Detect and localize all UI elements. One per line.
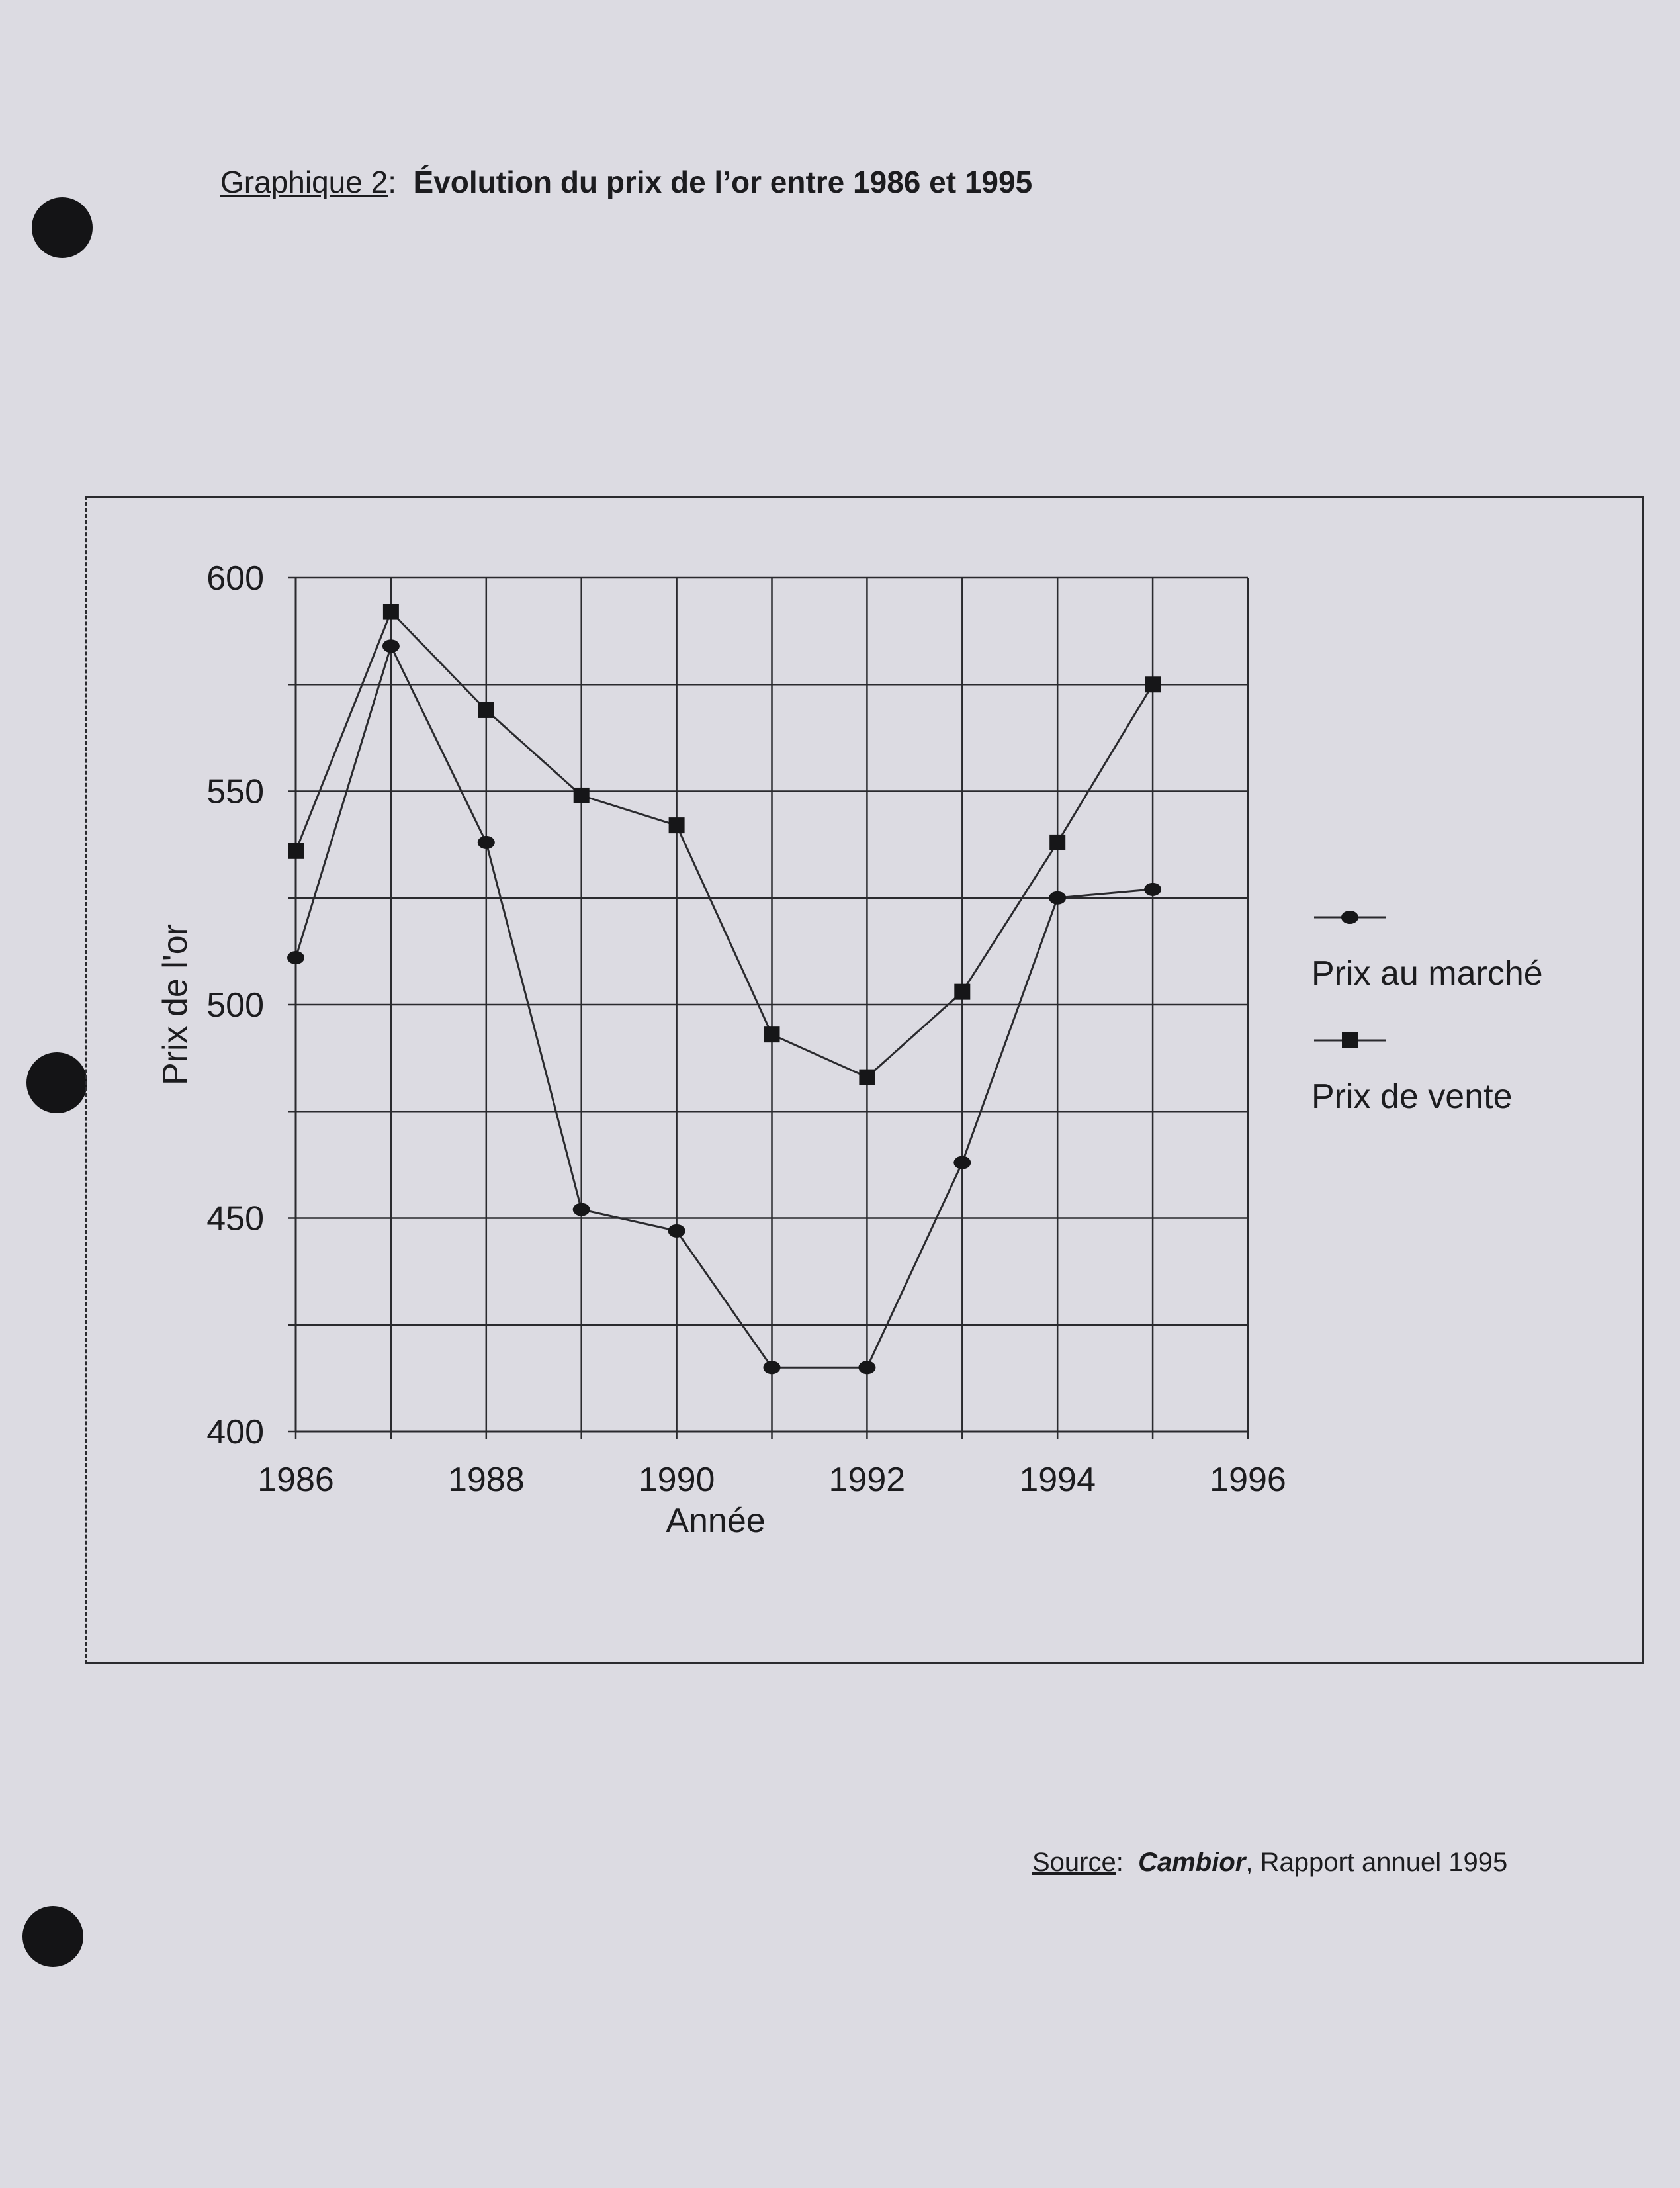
data-point-circle	[953, 1156, 971, 1169]
data-point-square	[859, 1070, 875, 1085]
source-publisher: Cambior	[1138, 1848, 1246, 1877]
legend-label: Prix de vente	[1311, 1077, 1513, 1116]
data-point-circle	[382, 639, 400, 653]
x-tick-label: 1992	[828, 1461, 906, 1499]
chart-markers	[287, 604, 1161, 1375]
series-line-2	[296, 612, 1153, 1077]
source-note	[1032, 1848, 1507, 1878]
chart-series	[296, 612, 1153, 1368]
x-tick-label: 1988	[447, 1461, 525, 1499]
y-tick-label: 600	[206, 559, 264, 598]
legend-marker-circle	[1341, 911, 1358, 924]
figure-label-separator: :	[388, 165, 396, 199]
data-point-circle	[858, 1361, 875, 1374]
source-label: Source	[1032, 1848, 1116, 1877]
data-point-circle	[287, 951, 304, 964]
x-axis-title: Année	[666, 1502, 766, 1540]
figure-title: Évolution du prix de l’or entre 1986 et 1995	[413, 165, 1033, 199]
legend-label: Prix au marché	[1311, 954, 1543, 993]
figure-label: Graphique 2	[220, 165, 388, 199]
data-point-square	[574, 788, 590, 803]
y-tick-label: 500	[206, 986, 264, 1025]
data-point-circle	[668, 1224, 685, 1238]
data-point-circle	[1049, 891, 1066, 905]
chart-grid	[288, 578, 1248, 1439]
data-point-circle	[1144, 883, 1161, 896]
source-label-separator: :	[1116, 1848, 1124, 1877]
legend-marker-square	[1342, 1032, 1358, 1048]
data-point-square	[1049, 835, 1065, 850]
data-point-square	[288, 843, 304, 859]
series-line-1	[296, 646, 1153, 1367]
y-tick-label: 550	[206, 772, 264, 811]
x-tick-label: 1986	[257, 1461, 334, 1499]
data-point-square	[1145, 676, 1161, 692]
data-point-circle	[764, 1361, 781, 1374]
source-publication: , Rapport annuel 1995	[1245, 1848, 1508, 1877]
data-point-square	[669, 817, 685, 833]
y-tick-label: 450	[206, 1199, 264, 1238]
x-tick-label: 1996	[1210, 1461, 1286, 1499]
data-point-circle	[478, 836, 495, 849]
data-point-square	[764, 1026, 780, 1042]
x-tick-label: 1990	[638, 1461, 715, 1499]
data-point-square	[478, 702, 494, 718]
x-tick-label: 1994	[1019, 1461, 1096, 1499]
data-point-square	[954, 984, 970, 1000]
chart-tick-labels	[206, 559, 1286, 1499]
y-tick-label: 400	[206, 1413, 264, 1451]
data-point-circle	[573, 1203, 590, 1216]
y-axis-title: Prix de l'or	[156, 923, 195, 1086]
data-point-square	[383, 604, 399, 620]
chart-legend	[1311, 911, 1543, 1116]
